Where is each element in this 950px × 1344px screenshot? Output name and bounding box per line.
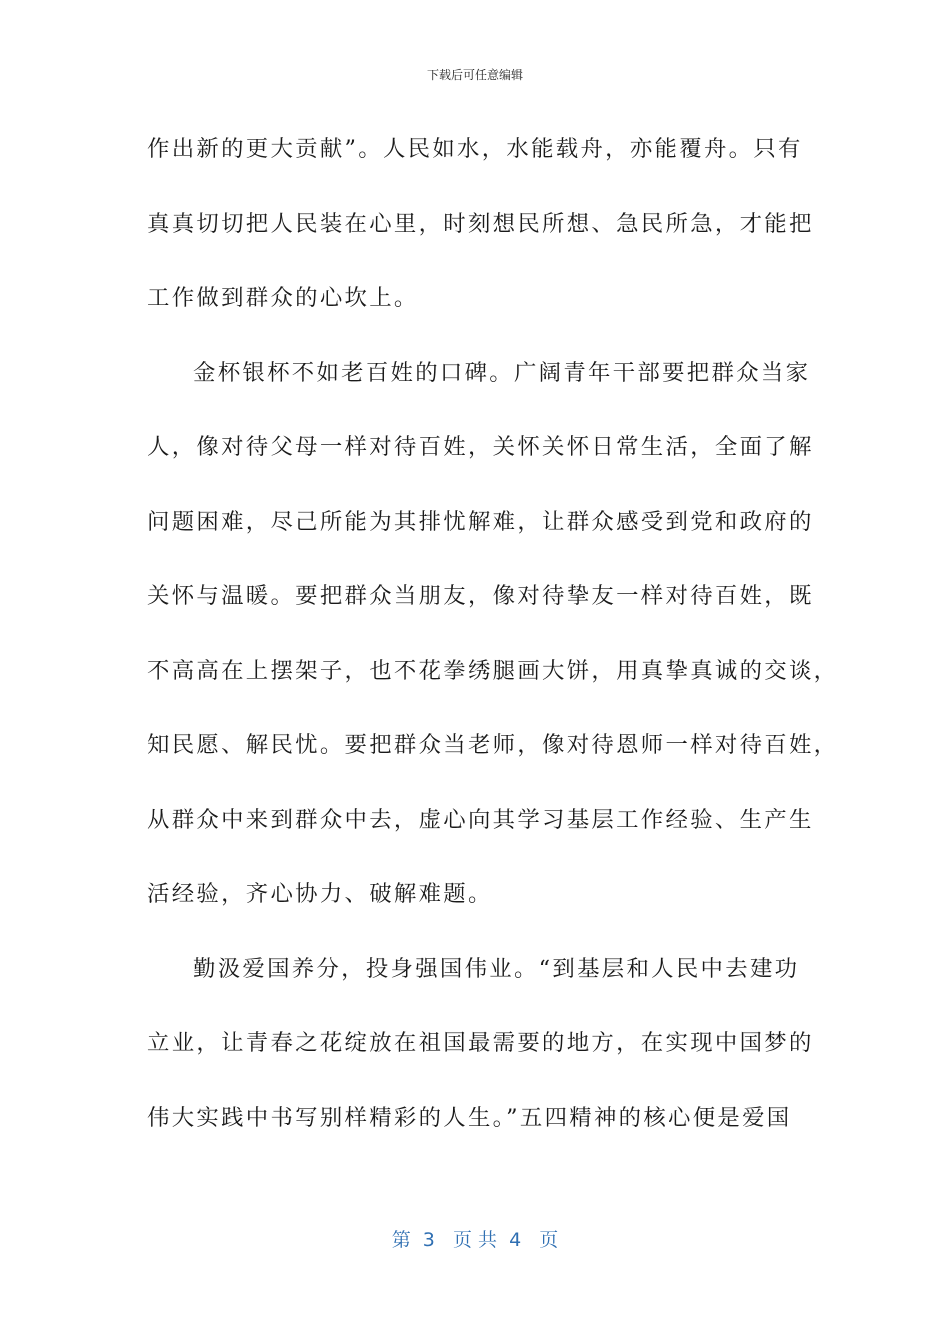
text-line: 伟大实践中书写别样精彩的人生。”五四精神的核心便是爱国 [147,1104,792,1131]
document-body [147,112,839,1155]
paragraph-first-line: 金杯银杯不如老百姓的口碑。广阔青年干部要把群众当家 [193,359,811,386]
text-line: 问题困难，尽己所能为其排忧解难，让群众感受到党和政府的 [147,508,814,535]
page-header: 下载后可任意编辑 [426,68,523,82]
paragraph-first-line: 勤汲爱国养分，投身强国伟业。“到基层和人民中去建功 [193,955,800,982]
text-line: 关怀与温暖。要把群众当朋友，像对待挚友一样对待百姓，既 [147,583,814,609]
text-line: 从群众中来到群众中去，虚心向其学习基层工作经验、生产生 [147,806,814,833]
text-line: 真真切切把人民装在心里，时刻想民所想、急民所急，才能把 [147,210,814,237]
page-number-footer: 第 3 页 共 4 页 [391,1229,559,1251]
text-line: 知民愿、解民忧。要把群众当老师，像对待恩师一样对待百姓， [147,732,839,758]
text-line: 工作做到群众的心坎上。 [147,285,419,311]
text-line: 作出新的更大贡献”。人民如水，水能载舟，亦能覆舟。只有 [147,136,803,162]
text-line: 不高高在上摆架子，也不花拳绣腿画大饼，用真挚真诚的交谈， [147,657,839,684]
text-line: 活经验，齐心协力、破解难题。 [147,881,493,907]
text-line: 人，像对待父母一样对待百姓，关怀关怀日常生活，全面了解 [147,434,814,460]
text-line: 立业，让青春之花绽放在祖国最需要的地方，在实现中国梦的 [147,1030,814,1056]
